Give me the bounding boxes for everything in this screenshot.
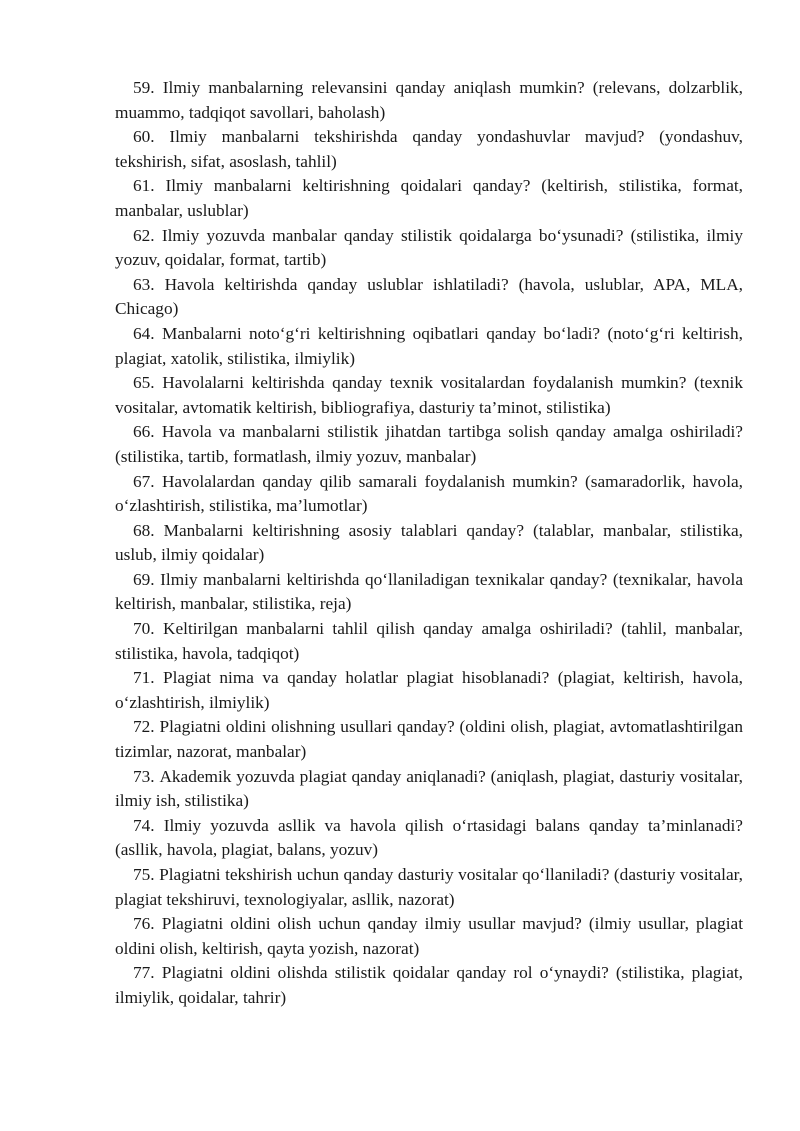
question-item xyxy=(115,224,743,273)
question-item xyxy=(115,961,743,1010)
question-text: Havola keltirishda qanday uslublar ishlatiladi? (havola, uslublar, APA, MLA, Chicago) xyxy=(115,274,743,319)
question-number: 71. xyxy=(133,668,155,688)
question-item xyxy=(115,617,743,666)
question-number: 73. xyxy=(133,766,155,786)
document-page xyxy=(115,76,743,1011)
question-number: 61. xyxy=(133,176,155,196)
question-number: 69. xyxy=(133,569,155,589)
question-number: 66. xyxy=(133,422,155,442)
question-item xyxy=(115,568,743,617)
question-text: Manbalarni noto‘g‘ri keltirishning oqibatlari qanday bo‘ladi? (noto‘g‘ri keltirish, plagiat, xatolik, stilistika, ilmiylik) xyxy=(115,323,743,368)
question-number: 59. xyxy=(133,78,155,97)
question-number: 75. xyxy=(133,865,155,884)
question-item xyxy=(115,765,743,814)
question-text: Plagiatni tekshirish uchun qanday dasturiy vositalar qo‘llaniladi? (dasturiy vositalar, plagiat tekshiruvi, texnologiyalar, asllik, nazorat) xyxy=(115,865,743,909)
question-text: Plagiatni oldini olishning usullari qanday? (oldini olish, plagiat, avtomatlashtirilgan tizimlar, nazorat, manbalar) xyxy=(115,717,743,762)
question-text: Havola va manbalarni stilistik jihatdan tartibga solish qanday amalga oshiriladi? (stilistika, tartib, formatlash, ilmiy yozuv, manbalar) xyxy=(115,422,743,466)
question-item xyxy=(115,420,743,469)
question-text: Havolalarni keltirishda qanday texnik vositalardan foydalanish mumkin? (texnik vositalar, avtomatik keltirish, bibliografiya, dasturiy ta’minot, stilistika) xyxy=(115,373,743,417)
question-number: 76. xyxy=(133,914,155,934)
question-text: Keltirilgan manbalarni tahlil qilish qanday amalga oshiriladi? (tahlil, manbalar, stilistika, havola, tadqiqot) xyxy=(115,619,743,663)
question-text: Akademik yozuvda plagiat qanday aniqlanadi? (aniqlash, plagiat, dasturiy vositalar, ilmiy ish, stilistika) xyxy=(115,766,743,811)
question-number: 63. xyxy=(133,274,155,294)
question-number: 72. xyxy=(133,717,155,737)
question-item xyxy=(115,125,743,174)
question-number: 62. xyxy=(133,225,155,245)
question-text: Ilmiy manbalarni keltirishning qoidalari qanday? (keltirish, stilistika, format, manbalar, uslublar) xyxy=(115,176,743,220)
question-text: Ilmiy manbalarni keltirishda qo‘llaniladigan texnikalar qanday? (texnikalar, havola keltirish, manbalar, stilistika, reja) xyxy=(115,569,743,614)
question-number: 60. xyxy=(133,127,155,147)
question-text: Plagiatni oldini olishda stilistik qoidalar qanday rol o‘ynaydi? (stilistika, plagiat, ilmiylik, qoidalar, tahrir) xyxy=(115,963,743,1007)
question-text: Ilmiy yozuvda manbalar qanday stilistik qoidalarga bo‘ysunadi? (stilistika, ilmiy yozuv, qoidalar, format, tartib) xyxy=(115,225,743,270)
question-item xyxy=(115,519,743,568)
question-text: Manbalarni keltirishning asosiy talablari qanday? (talablar, manbalar, stilistika, uslub, ilmiy qoidalar) xyxy=(115,520,743,565)
question-item xyxy=(115,814,743,863)
question-text: Ilmiy manbalarni tekshirishda qanday yondashuvlar mavjud? (yondashuv, tekshirish, sifat, asoslash, tahlil) xyxy=(115,127,743,171)
question-item xyxy=(115,912,743,961)
question-item xyxy=(115,322,743,371)
question-number: 74. xyxy=(133,815,155,835)
question-item xyxy=(115,76,743,125)
question-number: 67. xyxy=(133,471,155,491)
question-text: Ilmiy yozuvda asllik va havola qilish o‘rtasidagi balans qanday ta’minlanadi? (asllik, havola, plagiat, balans, yozuv) xyxy=(115,815,743,860)
question-text: Plagiatni oldini olish uchun qanday ilmiy usullar mavjud? (ilmiy usullar, plagiat oldini olish, keltirish, qayta yozish, nazorat) xyxy=(115,914,743,958)
question-number: 64. xyxy=(133,323,155,343)
question-number: 77. xyxy=(133,963,155,983)
question-text: Plagiat nima va qanday holatlar plagiat hisoblanadi? (plagiat, keltirish, havola, o‘zlashtirish, ilmiylik) xyxy=(115,668,743,712)
question-item xyxy=(115,371,743,420)
question-number: 68. xyxy=(133,520,155,540)
question-number: 65. xyxy=(133,373,155,393)
question-item xyxy=(115,470,743,519)
question-item xyxy=(115,666,743,715)
question-text: Ilmiy manbalarning relevansini qanday aniqlash mumkin? (relevans, dolzarblik, muammo, tadqiqot savollari, baholash) xyxy=(115,78,743,122)
question-item xyxy=(115,174,743,223)
question-item xyxy=(115,715,743,764)
question-item xyxy=(115,273,743,322)
question-text: Havolalardan qanday qilib samarali foydalanish mumkin? (samaradorlik, havola, o‘zlashtirish, stilistika, ma’lumotlar) xyxy=(115,471,743,516)
question-item xyxy=(115,863,743,912)
question-number: 70. xyxy=(133,619,155,639)
